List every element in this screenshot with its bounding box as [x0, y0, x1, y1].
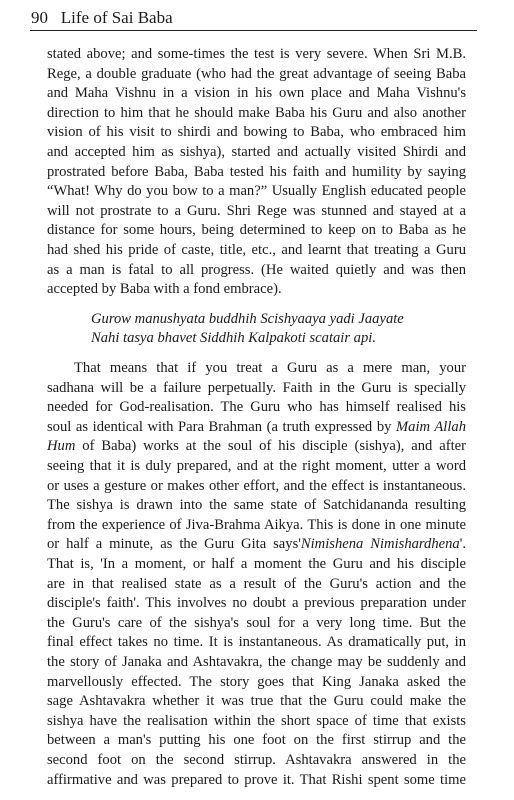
text-line: the Guru's care of the sishya's soul for a very long time. But the: [47, 614, 466, 631]
text-line: had shed his pride of caste, title, etc., and learnt that treating a Guru: [47, 242, 466, 258]
text-line: Hum of Baba) works at the soul of his disciple (sishya), and after: [47, 438, 466, 455]
text-line: sadhana will be a failure perpetually. Faith in the Guru is specially: [47, 379, 466, 396]
text-line: final effect takes no time. It is instantaneous. As dramatically put, in: [47, 634, 466, 651]
text-line: from the experience of Jiva-Brahma Aikya. This is done in one minute: [47, 516, 466, 533]
text-line: second foot on the second stirrup. Ashtavakra answered in the: [47, 752, 466, 768]
text-line: sage Ashtavakra whether it was true that the Guru could make the: [47, 693, 466, 710]
text-line: direction to him that he should make Baba his Guru and also another: [47, 104, 466, 121]
verse-line: Nahi tasya bhavet Siddhih Kalpakoti scatair api.: [91, 330, 376, 347]
text-line: are in that realised state as a result of the Guru's action and the: [47, 575, 466, 592]
text-line: the story of Janaka and Ashtavakra, the change may be suddenly and: [47, 654, 466, 670]
text-line: That means that if you treat a Guru as a mere man, your: [74, 360, 466, 376]
text-line: Rege, a double graduate (who had the great advantage of seeing Baba: [47, 65, 466, 82]
text-line: stated above; and some-times the test is very severe. When Sri M.B.: [47, 46, 466, 62]
verse-line: Gurow manushyata buddhih Scishyaaya yadi Jaayate: [91, 310, 404, 327]
text-line: as a man is fatal to all progress. (He waited quietly and was then: [47, 261, 466, 278]
header-rule: [30, 30, 477, 31]
text-line: or half a minute, as the Guru Gita says'Nimishena Nimishardhena'.: [47, 536, 466, 553]
text-line: sishya have the realisation within the short space of time that exists: [47, 712, 466, 729]
text-line: That is, 'In a moment, or half a moment the Guru and his disciple: [47, 556, 466, 572]
text-line: disciple's faith'. This involves no doubt a previous preparation under: [47, 595, 466, 612]
text-line: and Maha Vishnu in a vision in his own place and Maha Vishnu's: [47, 85, 466, 102]
page-number: 90: [31, 8, 48, 27]
text-line: “What! Why do you bow to a man?” Usually English educated people: [47, 183, 466, 200]
text-line: marvellously effected. The story goes that King Janaka asked the: [47, 673, 466, 690]
running-title: Life of Sai Baba: [60, 8, 173, 27]
text-line: between a man's putting his one foot on the first stirrup and the: [47, 732, 466, 749]
text-line: soul as identical with Para Brahman (a truth expressed by Maim Allah: [47, 418, 466, 435]
text-line: The sishya is drawn into the same state of Satchidananda resulting: [47, 497, 466, 514]
text-line: accepted by Baba with a fond embrace).: [47, 281, 282, 298]
text-line: and accepted him as sishya), started and actually visited Shirdi and: [47, 144, 466, 160]
running-header: [31, 8, 471, 28]
text-line: vision of his visit to shirdi and bowing to Baba, who embraced him: [47, 124, 466, 141]
text-line: distance for some hours, being determined to keep on to Baba as he: [47, 222, 466, 239]
text-line: will not prostrate to a Guru. Shri Rege was stunned and stayed at a: [47, 202, 466, 219]
text-line: seeing that it is duly prepared, and at the right moment, utter a word: [47, 458, 466, 474]
text-line: needed for God-realisation. The Guru who has himself realised his: [47, 399, 466, 416]
text-line: prostrated before Baba, Baba tested his faith and humility by saying: [47, 163, 466, 180]
text-line: or uses a gesture or makes other effort, and the effect is instantaneous.: [47, 477, 466, 494]
text-line: affirmative and was prepared to prove it. That Rishi spent some time: [47, 771, 466, 788]
